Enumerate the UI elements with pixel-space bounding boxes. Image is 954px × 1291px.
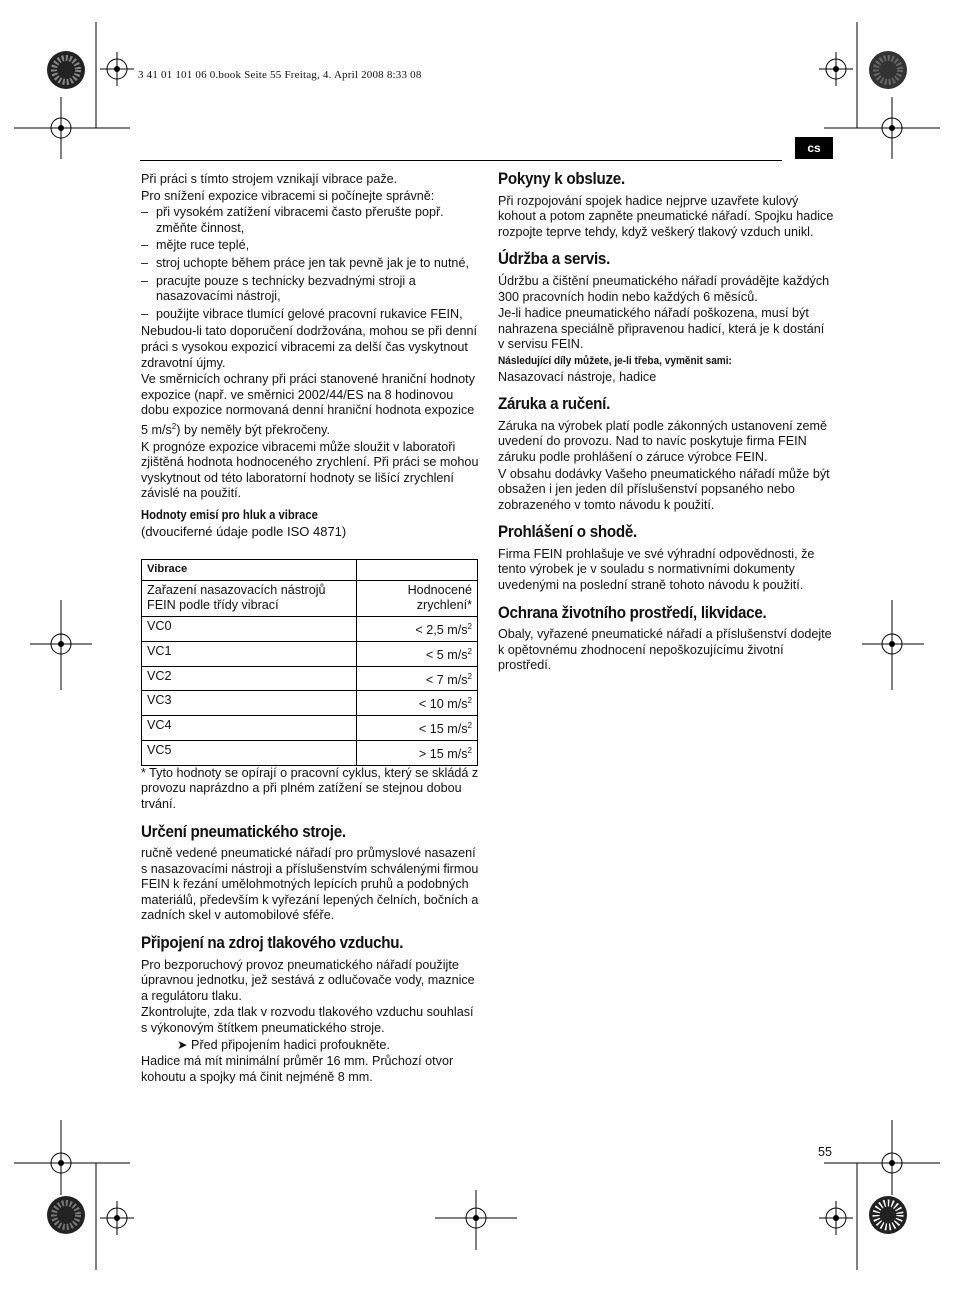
vibration-value: < 5 $m/s^2$ (357, 641, 478, 666)
table-col1-label: Zařazení nasazovacích nástrojů FEIN podle třídy vibrací (142, 580, 357, 616)
paragraph: Nasazovací nástroje, hadice (498, 369, 657, 384)
list-item: – použijte vibrace tlumící gelové pracovní rukavice FEIN, (141, 307, 481, 323)
text-span: Ve směrnicích ochrany při práci stanovené hraniční hodnoty expozice (např. ve směrnici 2002/44/ES na 8 hodinovou dobu expozice normovaná denní hraniční hodnota expozice 5 m/s (141, 372, 475, 438)
heading-operation: Pokyny k obsluze. (498, 170, 625, 188)
text-span: ) by neměly být překročeny. (176, 423, 331, 438)
paragraph: Je-li hadice pneumatického nářadí poškozena, musí být nahrazena speciálně připravenou hadicí, která je k dostání v servisu FEIN. (498, 306, 825, 352)
vibration-class: VC2 (142, 666, 357, 691)
table-row (142, 641, 478, 666)
header-rule (140, 160, 782, 161)
paragraph: K prognóze expozice vibracemi může sloužit v laboratoři zjištěná hodnota hodnoceného zrychlení. Při práci se mohou vyskytnout od této laboratorní hodnoty se lišící zrychlení závislé na použití. (141, 439, 479, 501)
table-row (142, 740, 478, 765)
page-number: 55 (818, 1145, 832, 1159)
vibration-value: < 10 $m/s^2$ (357, 691, 478, 716)
instruction-step: ➤ Před připojením hadici profoukněte. (177, 1037, 390, 1052)
paragraph: Zkontrolujte, zda tlak v rozvodu tlakového vzduchu souhlasí s výkonovým štítkem pneumatického stroje. (141, 1005, 474, 1036)
paragraph: Firma FEIN prohlašuje ve své výhradní odpovědnosti, že tento výrobek je v souladu s normativními dokumenty uvedenými na poslední straně tohoto návodu k použití. (498, 546, 815, 593)
emission-title: Hodnoty emisí pro hluk a vibrace (141, 508, 318, 523)
heading-conformity: Prohlášení o shodě. (498, 523, 638, 542)
list-item: – mějte ruce teplé, (141, 238, 481, 254)
table-footnote: * Tyto hodnoty se opírají o pracovní cyklus, který se skládá z provozu naprázdno a při plném zatížení se stejnou dobou trvání. (141, 765, 479, 811)
paragraph: ručně vedené pneumatické nářadí pro průmyslové nasazení s nasazovacími nástroji a příslušenstvím schválenými firmou FEIN k řezání umělohmotných lepících pruhů a podobných materiálů, především k vyřezání lepených čelních, bočních a zadních skel v automobilové sféře. (141, 846, 479, 923)
language-badge: cs (795, 137, 833, 159)
vibration-table (141, 559, 478, 765)
list-item: – pracujte pouze s technicky bezvadnými stroji a nasazovacími nástroji, (141, 274, 481, 305)
vibration-class: VC3 (142, 691, 357, 716)
paragraph: V obsahu dodávky Vašeho pneumatického nářadí může být obsažen i jen jeden díl příslušenství popsaného nebo zobrazeného v tomto návodu k použití. (498, 466, 830, 512)
heading-intended-use: Určení pneumatického stroje. (141, 822, 346, 841)
paragraph: Údržbu a čištění pneumatického nářadí provádějte každých 300 pracovních hodin nebo každých 6 měsíců. (498, 273, 830, 304)
heading-air-supply: Připojení na zdroj tlakového vzduchu. (141, 934, 404, 953)
paragraph: Při rozpojování spojek hadice nejprve uzavřete kulový kohout a potom zapněte pneumatické nářadí. Spojku hadice rozpojte teprve tehdy, když veškerý tlakový vzduch unikl. (498, 193, 834, 239)
list-item: – stroj uchopte během práce jen tak pevně jak je to nutné, (141, 256, 481, 272)
superscript: 2 (171, 421, 177, 431)
table-row (142, 617, 478, 642)
list-item: – při vysokém zatížení vibracemi často přerušte popř. změňte činnost, (141, 205, 481, 236)
heading-warranty: Záruka a ručení. (498, 395, 611, 414)
paragraph-limit-values (141, 372, 481, 439)
intro-text-2: Pro snížení expozice vibracemi si počínejte správně: (141, 188, 435, 203)
table-row (142, 691, 478, 716)
vibration-value: > 15 $m/s^2$ (357, 740, 478, 765)
paragraph: Záruka na výrobek platí podle zákonných ustanovení země uvedení do provozu. Nad to navíc poskytuje firma FEIN záruku podle prohlášení o záruce výrobce FEIN. (498, 418, 828, 464)
table-header-vibrace: Vibrace (142, 560, 357, 581)
vibration-value: < 2,5 $m/s^2$ (357, 617, 478, 642)
vibration-value: < 7 $m/s^2$ (357, 666, 478, 691)
left-column (141, 172, 481, 1086)
table-col2-label: Hodnocené zrychlení* (357, 580, 478, 616)
book-header-line: 3 41 01 101 06 0.book Seite 55 Freitag, 4. April 2008 8:33 08 (138, 69, 422, 81)
maintenance-subheading: Následující díly můžete, je-li třeba, vyměnit sami: (498, 354, 732, 367)
paragraph: Hadice má mít minimální průměr 16 mm. Průchozí otvor kohoutu a spojky má činit nejméně 8 mm. (141, 1054, 454, 1084)
vibration-class: VC5 (142, 740, 357, 765)
vibration-class: VC1 (142, 641, 357, 666)
vibration-class: VC4 (142, 716, 357, 741)
table-header-empty (357, 560, 478, 581)
table-row (142, 666, 478, 691)
emission-subtitle: (dvouciferné údaje podle ISO 4871) (141, 523, 347, 539)
vibration-tips-list (141, 205, 481, 322)
table-row (142, 716, 478, 741)
paragraph: Obaly, vyřazené pneumatické nářadí a příslušenství dodejte k opětovnému zhodnocení nepoškozujícímu životní prostředí. (498, 627, 832, 673)
vibration-value: < 15 $m/s^2$ (357, 716, 478, 741)
paragraph: Nebudou-li tato doporučení dodržována, mohou se při denní práci s vysokou expozicí vibracemi za delší čas vyskytnout zdravotní újmy. (141, 324, 478, 370)
right-column (498, 172, 834, 675)
intro-text-1: Při práci s tímto strojem vznikají vibrace paže. (141, 172, 398, 186)
heading-environment: Ochrana životního prostředí, likvidace. (498, 603, 767, 622)
vibration-class: VC0 (142, 617, 357, 642)
heading-maintenance: Údržba a servis. (498, 250, 611, 269)
paragraph: Pro bezporuchový provoz pneumatického nářadí použijte úpravnou jednotku, jež sestává z odlučovače vody, maznice a regulátoru tlaku. (141, 957, 475, 1003)
